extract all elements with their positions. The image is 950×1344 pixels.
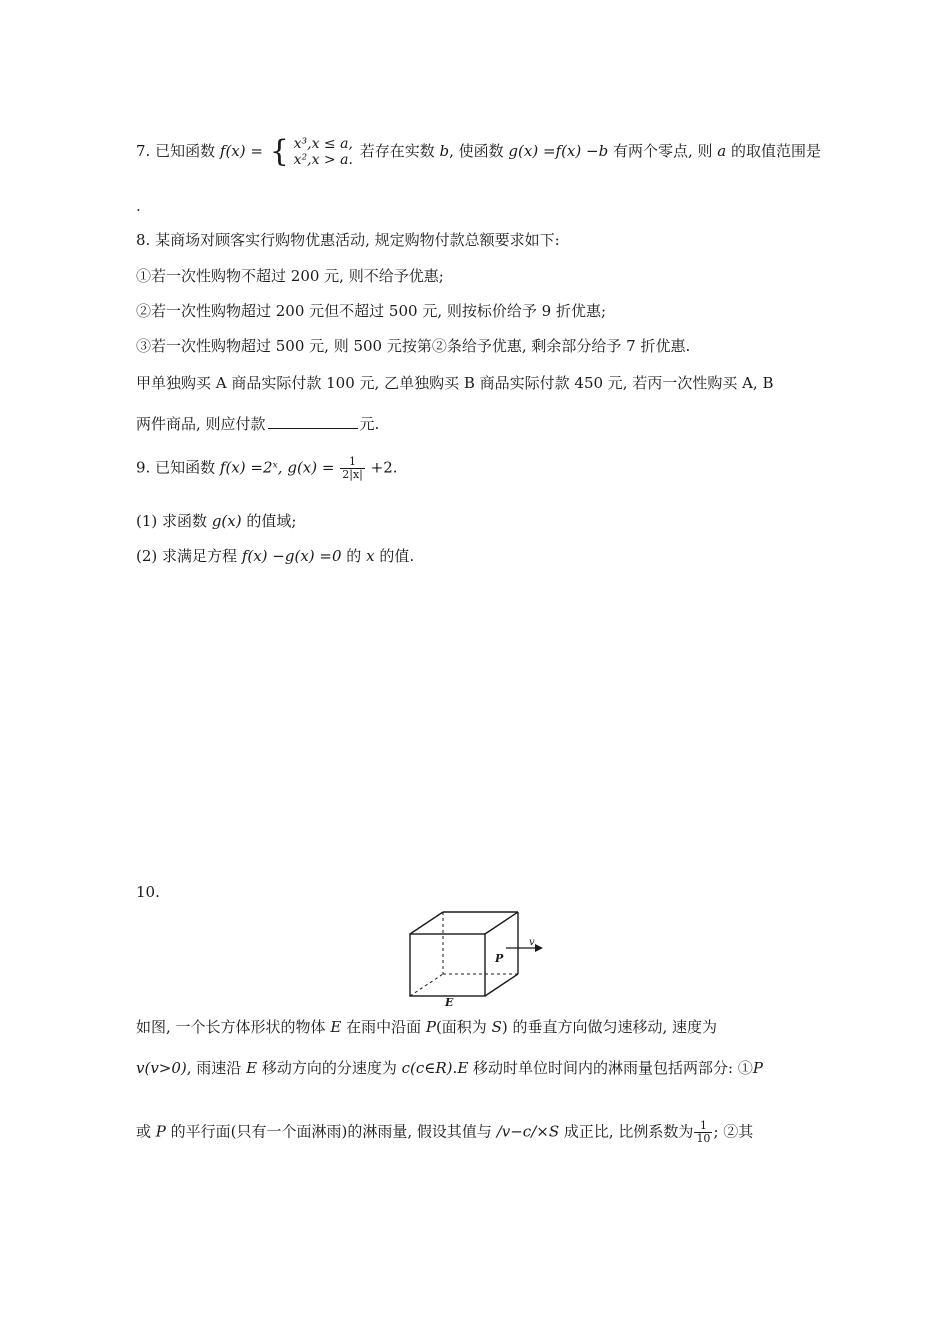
q10-line2: [136, 1058, 763, 1078]
q10-frac-num: 1: [694, 1120, 712, 1133]
q7-cases: [294, 136, 353, 168]
q10-line2-a: v(v>0): [136, 1059, 187, 1077]
q10-line2-e: 移动时单位时间内的淋雨量包括两部分: ①: [473, 1059, 753, 1077]
q7-brace: {: [269, 134, 289, 169]
q8-rule2: ②若一次性购物超过 200 元但不超过 500 元, 则按标价给予 9 折优惠;: [136, 302, 607, 320]
q9-part2: [136, 546, 414, 566]
q8-intro: 某商场对顾客实行购物优惠活动, 规定购物付款总额要求如下:: [155, 231, 560, 249]
q7-end: .: [136, 197, 141, 215]
q9-text-a: 已知函数: [155, 458, 216, 477]
q10-line3: [136, 1120, 753, 1145]
velocity-arrow: [506, 944, 543, 952]
q8-number: 8.: [136, 231, 151, 249]
q10-line2-d: .: [452, 1059, 458, 1077]
q7-a: a: [717, 142, 727, 160]
q7-gx: g(x) =f(x) −b: [508, 142, 609, 160]
cuboid-diagram: [405, 908, 555, 1008]
q10-line3-b: 的平行面(只有一个面淋雨)的淋雨量, 假设其值与: [170, 1122, 492, 1141]
q7-piecewise: [270, 136, 353, 168]
q10-line2-cc: c(c∈R): [401, 1059, 453, 1077]
q7-case1: x³,x ≤ a,: [293, 136, 353, 152]
q9-part1-g: g(x): [211, 512, 242, 530]
q10-line1-b: 在雨中沿面: [346, 1018, 422, 1036]
q10-line1-a: 如图, 一个长方体形状的物体: [136, 1018, 326, 1036]
answer-blank: [268, 414, 358, 429]
q9-part1: [136, 511, 296, 531]
q7-number: 7.: [136, 142, 151, 160]
q10-line3-a: 或: [136, 1122, 152, 1141]
q9-part2-a: (2) 求满足方程: [136, 547, 238, 565]
q9-part1-b: 的值域;: [246, 512, 297, 530]
q10-line3-d: ; ②其: [713, 1122, 754, 1141]
q10-line1-d: ) 的垂直方向做匀速移动, 速度为: [501, 1018, 718, 1036]
q9-part1-a: (1) 求函数: [136, 512, 208, 530]
q10-fraction: [694, 1120, 712, 1145]
front-face: [410, 934, 485, 996]
q9-fraction: [340, 456, 365, 481]
q10-line2-c: 移动方向的分速度为: [261, 1059, 397, 1077]
velocity-label: v: [529, 937, 535, 948]
q9-line: [136, 456, 398, 481]
q9-fx: f(x) =2ˣ, g(x) =: [219, 458, 335, 477]
q7-text-a: 已知函数: [155, 142, 216, 160]
q9-frac-den: 2|x|: [342, 468, 363, 481]
cuboid-figure: [405, 908, 555, 1008]
q10-line2-b: , 雨速沿: [186, 1059, 242, 1077]
q10-line2-E: E: [246, 1059, 258, 1077]
q10-line1-c: (面积为: [435, 1018, 487, 1036]
face-p-label: P: [495, 952, 504, 965]
q9-part2-x: x: [366, 547, 375, 565]
q7-text-b: 若存在实数: [359, 142, 435, 160]
q7-text-c: , 使函数: [449, 142, 504, 160]
q8-line5-a: 两件商品, 则应付款: [136, 415, 266, 433]
q10-line1-E: E: [330, 1018, 342, 1036]
q10-line2-P: P: [752, 1059, 763, 1077]
q8-rule1: ①若一次性购物不超过 200 元, 则不给予优惠;: [136, 267, 444, 285]
q9-part2-eq: f(x) −g(x) =0: [241, 547, 342, 565]
q10-line1-S: S: [491, 1018, 502, 1036]
q8-intro-line: [136, 230, 560, 250]
q7-b: b: [439, 142, 450, 160]
q9-text-b: +2.: [370, 458, 398, 477]
q7-line: [136, 136, 821, 168]
q8-line5: [136, 414, 379, 434]
q7-fx: f(x): [219, 142, 246, 160]
q7-text-d: 有两个零点, 则: [612, 142, 713, 160]
q9-number: 9.: [136, 458, 151, 477]
q8-line4: 甲单独购买 A 商品实际付款 100 元, 乙单独购买 B 商品实际付款 450 元, 若丙一次性购买 A, B: [136, 374, 774, 392]
q10-line3-expr: /v−c/×S: [496, 1122, 560, 1141]
q7-eq: =: [250, 142, 263, 160]
q8-rule3: ③若一次性购物超过 500 元, 则 500 元按第②条给予优惠, 剩余部分给予 7 折优惠.: [136, 337, 691, 355]
q7-case2: x²,x > a.: [293, 152, 353, 168]
q9-frac-num: 1: [340, 456, 365, 469]
q10-line2-E2: E: [457, 1059, 469, 1077]
q10-line3-c: 成正比, 比例系数为: [563, 1122, 694, 1141]
object-e-label: E: [445, 996, 454, 1008]
q10-line1-P: P: [425, 1018, 436, 1036]
q10-line1: [136, 1017, 717, 1037]
q9-part2-c: 的值.: [379, 547, 415, 565]
q7-text-e: 的取值范围是: [731, 142, 822, 160]
q10-frac-den: 10: [696, 1132, 711, 1145]
q8-line5-b: 元.: [359, 415, 380, 433]
q10-number: 10.: [136, 883, 160, 901]
q10-line3-P: P: [155, 1122, 166, 1141]
q9-part2-b: 的: [346, 547, 362, 565]
